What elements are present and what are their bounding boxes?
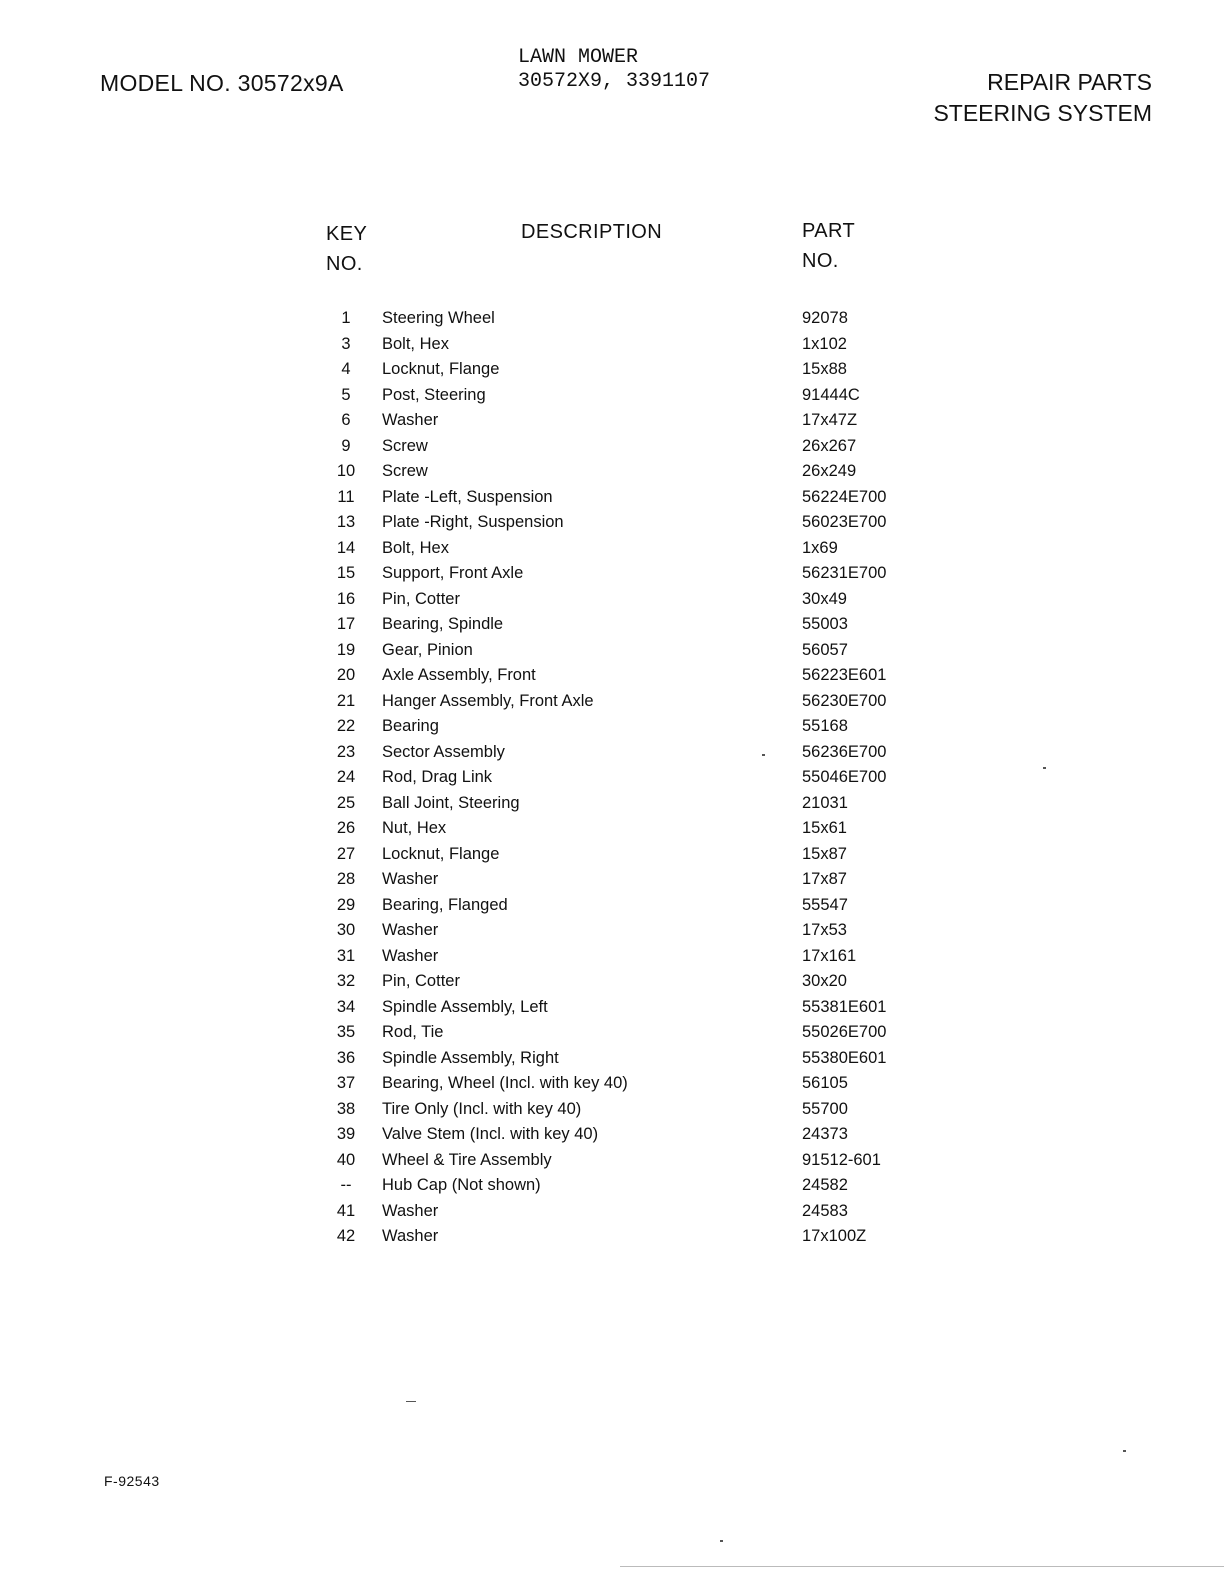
parts-row <box>330 612 950 638</box>
key-number: 23 <box>336 742 356 761</box>
part-description: Plate -Left, Suspension <box>382 487 553 506</box>
parts-row <box>330 816 950 842</box>
key-number: 9 <box>341 436 351 455</box>
parts-row <box>330 536 950 562</box>
parts-row <box>330 1071 950 1097</box>
part-number: 56236E700 <box>802 742 887 761</box>
part-description: Bearing <box>382 717 439 735</box>
parts-row <box>330 893 950 919</box>
part-description: Bolt, Hex <box>382 334 449 353</box>
part-number: 30x49 <box>802 589 847 608</box>
part-number: 17x161 <box>802 946 857 965</box>
part-number: 17x53 <box>802 921 847 939</box>
part-description: Locknut, Flange <box>382 360 500 378</box>
part-description: Washer <box>382 1227 439 1245</box>
parts-row <box>330 1097 950 1123</box>
key-number: 42 <box>336 1227 356 1245</box>
parts-row <box>330 765 950 791</box>
part-number: 55026E700 <box>802 1023 887 1041</box>
key-number: 5 <box>341 385 351 404</box>
key-number: 17 <box>336 615 356 633</box>
key-number: 14 <box>336 538 356 557</box>
part-description: Axle Assembly, Front <box>382 666 536 684</box>
parts-row <box>330 1173 950 1199</box>
parts-row <box>330 918 950 944</box>
parts-row <box>330 1122 950 1148</box>
key-header-line1: KEY <box>326 223 368 245</box>
key-number: 16 <box>336 589 356 608</box>
part-description: Wheel & Tire Assembly <box>382 1150 552 1169</box>
part-description: Tire Only (Incl. with key 40) <box>382 1099 582 1118</box>
part-description: Bearing, Wheel (Incl. with key 40) <box>382 1074 628 1092</box>
key-number: 32 <box>336 972 356 990</box>
parts-row <box>330 867 950 893</box>
key-number: 34 <box>336 997 356 1016</box>
part-number: 26x249 <box>802 462 857 480</box>
parts-list <box>330 306 950 1250</box>
parts-row <box>330 1046 950 1072</box>
parts-row <box>330 714 950 740</box>
product-model-numbers: 30572X9, 3391107 <box>518 70 711 93</box>
scan-speck <box>1123 1450 1126 1452</box>
key-number: 25 <box>336 793 356 812</box>
key-number: 30 <box>336 921 356 939</box>
part-number: 92078 <box>802 309 848 327</box>
key-number: 24 <box>336 768 356 786</box>
part-description: Rod, Tie <box>382 1023 444 1041</box>
parts-row <box>330 1020 950 1046</box>
part-number: 24583 <box>802 1201 848 1220</box>
key-number: -- <box>340 1176 352 1194</box>
part-description: Plate -Right, Suspension <box>382 513 564 531</box>
part-description: Washer <box>382 1201 439 1220</box>
part-number: 24582 <box>802 1176 848 1194</box>
part-description: Gear, Pinion <box>382 640 473 659</box>
part-no-header <box>802 216 855 276</box>
key-number: 36 <box>336 1048 356 1067</box>
parts-row <box>330 485 950 511</box>
part-number: 24373 <box>802 1125 848 1143</box>
part-number: 1x69 <box>802 538 838 557</box>
key-number: 1 <box>341 309 351 327</box>
part-description: Spindle Assembly, Left <box>382 997 548 1016</box>
part-number: 55003 <box>802 615 848 633</box>
part-description: Sector Assembly <box>382 742 505 761</box>
parts-row <box>330 1148 950 1174</box>
key-number: 3 <box>341 334 351 353</box>
part-description: Nut, Hex <box>382 819 447 837</box>
key-number: 28 <box>336 870 356 888</box>
part-description: Post, Steering <box>382 385 486 404</box>
part-number: 17x100Z <box>802 1227 867 1245</box>
section-title-line1: REPAIR PARTS <box>987 69 1152 95</box>
part-number: 56057 <box>802 640 848 659</box>
part-description: Screw <box>382 436 428 455</box>
part-number: 91444C <box>802 385 860 404</box>
part-description: Locknut, Flange <box>382 844 500 863</box>
product-name: LAWN MOWER <box>518 46 639 69</box>
parts-row <box>330 408 950 434</box>
part-description: Valve Stem (Incl. with key 40) <box>382 1125 599 1143</box>
parts-row <box>330 969 950 995</box>
parts-row <box>330 561 950 587</box>
key-number: 6 <box>341 411 351 429</box>
key-number: 22 <box>336 717 356 735</box>
part-description: Bearing, Spindle <box>382 615 504 633</box>
key-number: 20 <box>336 666 356 684</box>
scan-speck <box>762 754 765 756</box>
key-number: 21 <box>336 691 356 710</box>
parts-row <box>330 1199 950 1225</box>
section-title <box>933 67 1152 129</box>
part-header-line2: NO. <box>802 250 839 272</box>
key-number: 37 <box>336 1074 356 1092</box>
part-description: Support, Front Axle <box>382 564 524 582</box>
parts-row <box>330 306 950 332</box>
part-number: 1x102 <box>802 334 847 353</box>
parts-row <box>330 510 950 536</box>
key-number: 29 <box>336 895 356 914</box>
model-number: MODEL NO. 30572x9A <box>100 70 344 96</box>
section-title-line2: STEERING SYSTEM <box>933 100 1152 126</box>
key-number: 13 <box>336 513 356 531</box>
parts-row <box>330 842 950 868</box>
key-number: 10 <box>336 462 356 480</box>
parts-row <box>330 1224 950 1250</box>
parts-row <box>330 587 950 613</box>
part-description: Bolt, Hex <box>382 538 449 557</box>
part-number: 56223E601 <box>802 666 887 684</box>
part-number: 55700 <box>802 1099 848 1118</box>
parts-row <box>330 740 950 766</box>
part-number: 55547 <box>802 895 848 914</box>
key-number: 11 <box>337 487 355 506</box>
parts-row <box>330 383 950 409</box>
parts-row <box>330 357 950 383</box>
part-description: Hub Cap (Not shown) <box>382 1176 541 1194</box>
description-header: DESCRIPTION <box>521 221 663 243</box>
key-number: 31 <box>336 946 356 965</box>
part-number: 55168 <box>802 717 848 735</box>
part-number: 56224E700 <box>802 487 887 506</box>
part-description: Washer <box>382 870 439 888</box>
key-number: 35 <box>336 1023 356 1041</box>
key-number: 39 <box>336 1125 356 1143</box>
part-number: 15x61 <box>802 819 847 837</box>
key-header-line2: NO. <box>326 253 363 275</box>
part-description: Pin, Cotter <box>382 589 460 608</box>
part-number: 56230E700 <box>802 691 887 710</box>
part-description: Hanger Assembly, Front Axle <box>382 691 594 710</box>
parts-row <box>330 638 950 664</box>
parts-row <box>330 791 950 817</box>
part-description: Washer <box>382 411 439 429</box>
part-number: 55046E700 <box>802 768 887 786</box>
part-description: Spindle Assembly, Right <box>382 1048 559 1067</box>
form-number: F-92543 <box>104 1473 160 1489</box>
part-number: 91512-601 <box>802 1150 881 1169</box>
part-number: 56023E700 <box>802 513 887 531</box>
part-number: 21031 <box>802 793 848 812</box>
key-number: 26 <box>336 819 356 837</box>
key-no-header <box>326 219 367 279</box>
parts-row <box>330 995 950 1021</box>
parts-row <box>330 944 950 970</box>
parts-row <box>330 434 950 460</box>
key-number: 27 <box>336 844 356 863</box>
part-number: 56231E700 <box>802 564 887 582</box>
part-number: 56105 <box>802 1074 848 1092</box>
part-description: Screw <box>382 462 428 480</box>
product-title <box>518 46 710 94</box>
part-number: 17x87 <box>802 870 847 888</box>
parts-row <box>330 459 950 485</box>
part-description: Rod, Drag Link <box>382 768 493 786</box>
part-number: 15x88 <box>802 360 847 378</box>
scan-speck <box>406 1401 416 1402</box>
part-number: 17x47Z <box>802 411 858 429</box>
part-number: 26x267 <box>802 436 857 455</box>
part-number: 55381E601 <box>802 997 887 1016</box>
part-description: Ball Joint, Steering <box>382 793 520 812</box>
part-description: Pin, Cotter <box>382 972 460 990</box>
parts-row <box>330 663 950 689</box>
scan-speck <box>720 1540 723 1542</box>
scan-speck <box>1043 767 1046 769</box>
part-number: 55380E601 <box>802 1048 887 1067</box>
part-header-line1: PART <box>802 220 856 242</box>
key-number: 38 <box>336 1099 356 1118</box>
parts-row <box>330 332 950 358</box>
key-number: 41 <box>336 1201 356 1220</box>
part-description: Washer <box>382 946 439 965</box>
scan-edge-line <box>620 1566 1224 1567</box>
part-number: 30x20 <box>802 972 847 990</box>
key-number: 4 <box>341 360 351 378</box>
key-number: 15 <box>336 564 356 582</box>
part-description: Bearing, Flanged <box>382 895 508 914</box>
part-description: Washer <box>382 921 439 939</box>
part-description: Steering Wheel <box>382 309 495 327</box>
part-number: 15x87 <box>802 844 847 863</box>
parts-row <box>330 689 950 715</box>
key-number: 40 <box>336 1150 356 1169</box>
key-number: 19 <box>336 640 356 659</box>
